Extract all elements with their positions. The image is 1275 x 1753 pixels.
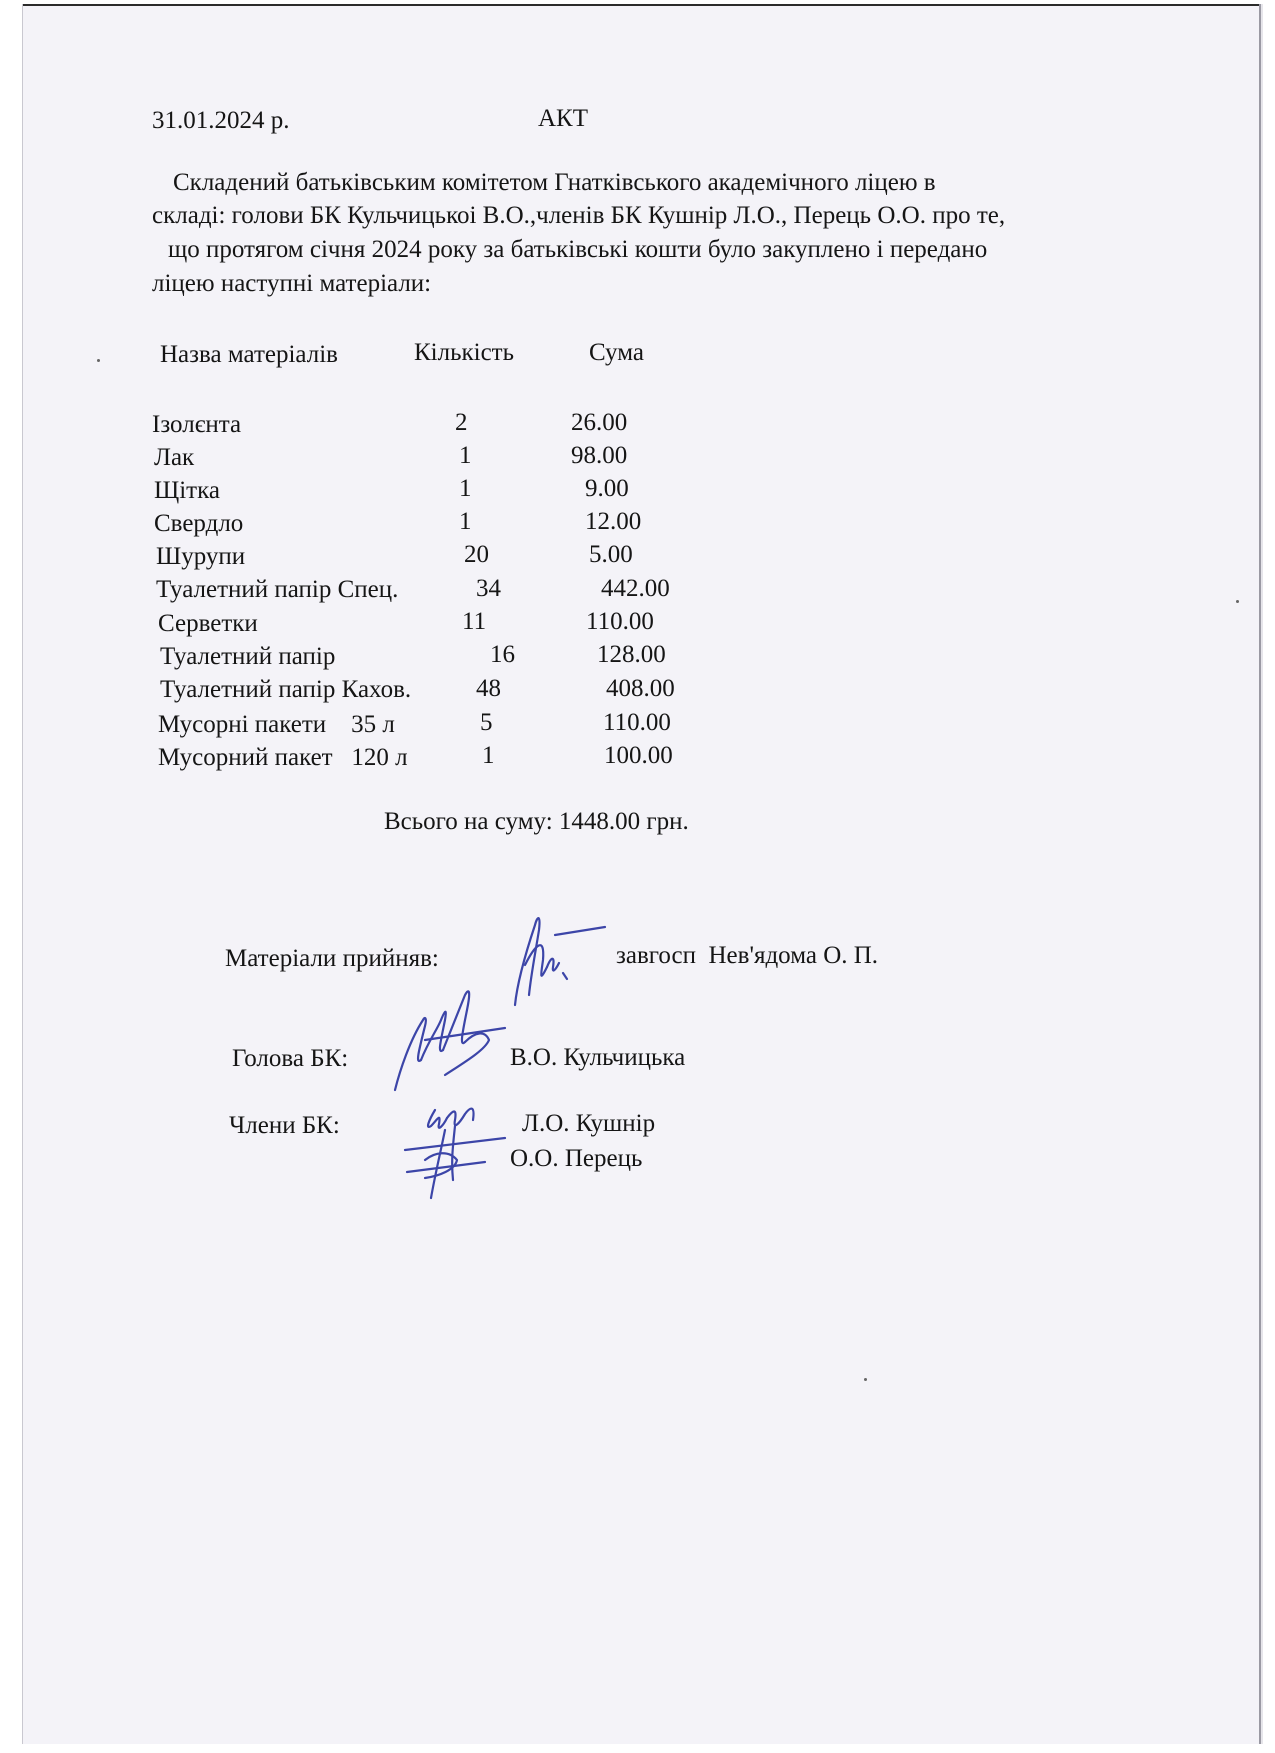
row-name: Шурупи bbox=[156, 543, 246, 570]
row-sum: 98.00 bbox=[571, 442, 628, 469]
row-name: Туалетний папір Кахов. bbox=[160, 676, 412, 703]
chair-name: В.О. Кульчицька bbox=[510, 1044, 686, 1071]
row-qty: 11 bbox=[462, 608, 487, 635]
row-sum: 5.00 bbox=[589, 541, 633, 568]
row-sum: 110.00 bbox=[586, 608, 654, 635]
table-header-name: Назва матеріалів bbox=[160, 341, 338, 368]
row-name: Щітка bbox=[154, 477, 220, 504]
row-qty: 1 bbox=[459, 442, 472, 469]
row-name: Туалетний папір bbox=[160, 643, 336, 670]
row-qty: 16 bbox=[490, 641, 515, 668]
row-name: Мусорний пакет 120 л bbox=[158, 744, 408, 771]
row-qty: 5 bbox=[480, 709, 493, 736]
row-name: Серветки bbox=[158, 610, 258, 637]
member-1: Л.О. Кушнір bbox=[522, 1110, 656, 1137]
scan-edge-top bbox=[23, 4, 1261, 6]
scan-speck bbox=[97, 359, 100, 362]
row-sum: 26.00 bbox=[571, 409, 628, 436]
row-sum: 442.00 bbox=[601, 575, 670, 602]
total-sum: Всього на суму: 1448.00 грн. bbox=[384, 808, 689, 835]
signature-chair bbox=[385, 980, 525, 1100]
row-name: Свердло bbox=[154, 510, 244, 537]
row-sum: 110.00 bbox=[603, 709, 671, 736]
chair-label: Голова БК: bbox=[232, 1045, 349, 1072]
scan-edge-right bbox=[1259, 4, 1261, 1744]
intro-line-2: складі: голови БК Кульчицькоі В.О.,членів БК Кушнір Л.О., Перець О.О. про те, bbox=[152, 202, 1006, 229]
document-page bbox=[22, 4, 1261, 1744]
row-name: Туалетний папір Спец. bbox=[156, 576, 399, 603]
table-header-qty: Кількість bbox=[414, 339, 515, 366]
table-header-sum: Сума bbox=[589, 339, 644, 366]
row-qty: 1 bbox=[459, 475, 472, 502]
row-qty: 2 bbox=[455, 409, 468, 436]
row-qty: 34 bbox=[476, 575, 501, 602]
row-name: Мусорні пакети 35 л bbox=[158, 711, 395, 738]
row-sum: 100.00 bbox=[604, 742, 673, 769]
intro-line-4: ліцею наступні матеріали: bbox=[152, 270, 432, 297]
row-qty: 48 bbox=[476, 675, 501, 702]
signature-members bbox=[395, 1090, 525, 1210]
row-sum: 128.00 bbox=[597, 641, 666, 668]
received-by: завгосп Нев'ядома О. П. bbox=[616, 942, 879, 969]
intro-line-1: Складений батьківським комітетом Гнатківського академічного ліцею в bbox=[173, 169, 936, 196]
row-qty: 20 bbox=[464, 541, 489, 568]
row-sum: 12.00 bbox=[585, 508, 642, 535]
scan-speck bbox=[864, 1378, 867, 1381]
members-label: Члени БК: bbox=[229, 1112, 340, 1139]
scan-speck bbox=[1236, 600, 1239, 603]
row-qty: 1 bbox=[459, 508, 472, 535]
intro-line-3: що протягом січня 2024 року за батьківські кошти було закуплено і передано bbox=[168, 236, 988, 263]
row-name: Лак bbox=[154, 444, 195, 471]
act-title: АКТ bbox=[538, 105, 588, 132]
row-sum: 408.00 bbox=[606, 675, 675, 702]
row-qty: 1 bbox=[482, 742, 495, 769]
act-date: 31.01.2024 р. bbox=[152, 107, 290, 134]
received-label: Матеріали прийняв: bbox=[225, 945, 439, 972]
member-2: О.О. Перець bbox=[510, 1145, 643, 1172]
row-sum: 9.00 bbox=[585, 475, 629, 502]
row-name: Ізолєнта bbox=[152, 411, 242, 438]
